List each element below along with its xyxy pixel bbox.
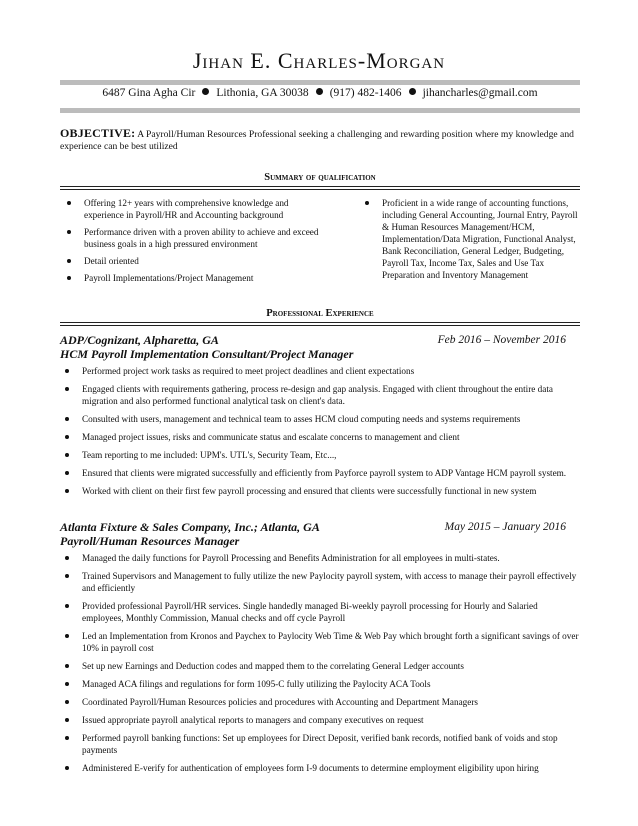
list-item: Managed the daily functions for Payroll Processing and Benefits Administration for all employees in multi-states. — [60, 552, 580, 564]
list-item: Performed project work tasks as required to meet project deadlines and client expectations — [60, 365, 580, 377]
list-item: Worked with client on their first few payroll processing and ensured that clients were successfully functional in new system — [60, 485, 580, 497]
list-item: Ensured that clients were migrated successfully and efficiently from Payforce payroll system to ADP Vantage HCM payroll system. — [60, 467, 580, 479]
objective-text: A Payroll/Human Resources Professional seeking a challenging and rewarding position where my knowledge and experience can be best utilized — [60, 129, 574, 152]
list-item: Managed project issues, risks and communicate status and escalate concerns to management and client — [60, 431, 580, 443]
list-item: Performance driven with a proven ability to achieve and exceed business goals in a high pressured environment — [62, 226, 324, 250]
list-item: Coordinated Payroll/Human Resources policies and procedures with Accounting and Department Managers — [60, 696, 580, 708]
job-entry — [60, 333, 580, 503]
bullet-separator-icon — [202, 88, 209, 95]
objective-label: OBJECTIVE — [60, 126, 132, 140]
list-item: Engaged clients with requirements gathering, process re-design and gap analysis. Engaged with client throughout the entire data migration and also performed functional analytical task on client's data. — [60, 383, 580, 407]
list-item: Payroll Implementations/Project Management — [62, 272, 324, 284]
job-header — [60, 333, 580, 361]
objective-section: OBJECTIVE: A Payroll/Human Resources Professional seeking a challenging and rewarding position where my knowledge and experience can be best utilized — [60, 126, 574, 152]
summary-left-column — [62, 197, 324, 289]
job-title: Payroll/Human Resources Manager — [60, 534, 240, 548]
header-rule-top — [60, 80, 580, 85]
list-item: Led an Implementation from Kronos and Paychex to Paylocity Web Time & Web Pay which brought forth a significant savings of over 10% in payroll cost — [60, 630, 580, 654]
list-item: Issued appropriate payroll analytical reports to managers and company executives on request — [60, 714, 580, 726]
job-dates: Feb 2016 – November 2016 — [437, 334, 566, 346]
list-item: Managed ACA filings and regulations for form 1095-C fully utilizing the Paylocity ACA Tools — [60, 678, 580, 690]
list-item: Set up new Earnings and Deduction codes and mapped them to the correlating General Ledger accounts — [60, 660, 580, 672]
experience-heading: Professional Experience — [60, 308, 580, 323]
list-item: Consulted with users, management and technical team to asses HCM cloud computing needs and systems requirements — [60, 413, 580, 425]
job-dates: May 2015 – January 2016 — [444, 521, 566, 533]
list-item: Provided professional Payroll/HR services. Single handedly managed Bi-weekly payroll processing for Hourly and Salaried employees, Monthly Commission, Manual checks and off cycle Payroll — [60, 600, 580, 624]
contact-phone: (917) 482-1406 — [329, 87, 402, 99]
list-item: Detail oriented — [62, 255, 324, 267]
job-entry — [60, 520, 580, 780]
summary-heading: Summary of qualification — [60, 172, 580, 187]
contact-email[interactable]: jihancharles@gmail.com — [422, 87, 538, 99]
contact-line — [60, 87, 580, 99]
bullet-separator-icon — [316, 88, 323, 95]
list-item: Offering 12+ years with comprehensive knowledge and experience in Payroll/HR and Accounting background — [62, 197, 324, 221]
bullet-separator-icon — [409, 88, 416, 95]
list-item: Administered E-verify for authentication of employees form I-9 documents to determine employment eligibility upon hiring — [60, 762, 580, 774]
candidate-name: Jihan E. Charles-Morgan — [192, 48, 446, 73]
job-company: Atlanta Fixture & Sales Company, Inc.; Atlanta, GA — [60, 520, 320, 534]
header-rule-bottom — [60, 108, 580, 113]
list-item: Performed payroll banking functions: Set up employees for Direct Deposit, verified bank records, notified bank of voids and stop payments — [60, 732, 580, 756]
job-company: ADP/Cognizant, Alpharetta, GA — [60, 333, 219, 347]
list-item: Proficient in a wide range of accounting functions, including General Accounting, Journal Entry, Payroll & Human Resources Management/HCM, Implementation/Data Migration, Functional Analyst, Bank Reconciliation, General Ledger, Budgeting, Payroll Tax, Income Tax, Sales and Use Tax Preparation and Inventory Management — [360, 197, 578, 281]
list-item: Trained Supervisors and Management to fully utilize the new Paylocity payroll system, with access to manage their payroll effectively and efficiently — [60, 570, 580, 594]
contact-city: Lithonia, GA 30038 — [216, 87, 309, 99]
job-title: HCM Payroll Implementation Consultant/Project Manager — [60, 347, 354, 361]
summary-right-column — [360, 197, 578, 286]
job-header — [60, 520, 580, 548]
list-item: Team reporting to me included: UPM's. UTL's, Security Team, Etc..., — [60, 449, 580, 461]
contact-address: 6487 Gina Agha Cir — [102, 87, 196, 99]
